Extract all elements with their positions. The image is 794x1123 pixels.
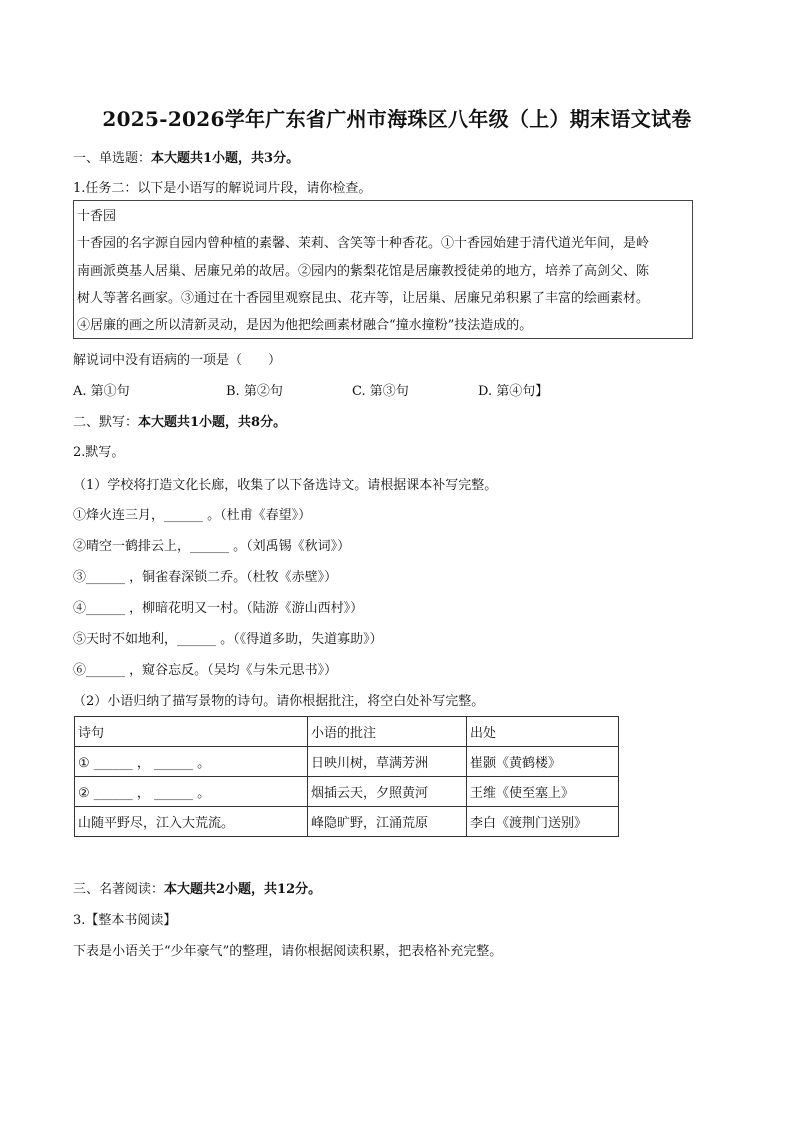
table-row (75, 807, 619, 837)
table-row (75, 777, 619, 807)
table-header: 出处 (467, 717, 619, 747)
section-3-prefix: 三、名著阅读： (73, 882, 165, 897)
fill-line-1: ①烽火连三月，______ 。（杜甫《春望》） (73, 508, 312, 523)
section-2-prefix: 二、默写： (73, 415, 139, 430)
q2-stem: 2.默写。 (73, 445, 125, 460)
table-cell: 烟插云天，夕照黄河 (308, 777, 467, 807)
section-1-heading (73, 147, 299, 166)
fill-line-4: ④______ ，柳暗花明又一村。（陆游《游山西村》） (73, 601, 364, 616)
table-cell: 崔颢《黄鹤楼》 (467, 747, 619, 777)
option-a[interactable]: A. 第①句 (73, 384, 130, 399)
section-3-info: 本大题共2小题，共12分。 (164, 882, 322, 897)
fill-line-3: ③______ ，铜雀春深锁二乔。（杜牧《赤壁》） (73, 570, 338, 585)
table-cell: ② ______ ， ______ 。 (75, 777, 308, 807)
table-cell: 李白《渡荆门送别》 (467, 807, 619, 837)
q1-stem: 1.任务二：以下是小语写的解说词片段，请你检查。 (73, 181, 372, 196)
fill-line-6: ⑥______ ，窥谷忘反。（吴均《与朱元思书》） (73, 663, 338, 678)
passage-box (73, 200, 693, 339)
q2-part1: （1）学校将打造文化长廊，收集了以下备选诗文。请根据课本补写完整。 (73, 478, 498, 493)
q2-part2: （2）小语归纳了描写景物的诗句。请你根据批注，将空白处补写完整。 (73, 694, 485, 709)
passage-title: 十香园 (77, 209, 117, 224)
fill-line-5: ⑤天时不如地利，______ 。（《得道多助，失道寡助》） (73, 632, 383, 647)
section-1-prefix: 一、单选题： (73, 151, 152, 166)
table-header-row (75, 717, 619, 747)
option-b[interactable]: B. 第②句 (226, 384, 283, 399)
q1-question: 解说词中没有语病的一项是（ ） (73, 353, 282, 368)
page-title: 2025-2026学年广东省广州市海珠区八年级（上）期末语文试卷 (102, 107, 692, 131)
passage-line: ④居廉的画之所以清新灵动，是因为他把绘画素材融合“撞水撞粉”技法造成的。 (77, 318, 533, 333)
section-1-info: 本大题共1小题，共3分。 (151, 151, 300, 166)
passage-line: 树人等著名画家。③通过在十香园里观察昆虫、花卉等，让居巢、居廉兄弟积累了丰富的绘画素材。 (77, 291, 650, 306)
passage-line: 十香园的名字源自园内曾种植的素馨、茉莉、含笑等十种香花。①十香园始建于清代道光年间，是岭 (77, 236, 650, 251)
table-header: 诗句 (75, 717, 308, 747)
passage-line: 南画派奠基人居巢、居廉兄弟的故居。②园内的紫梨花馆是居廉教授徒弟的地方，培养了高剑父、陈 (77, 264, 650, 279)
q3-stem: 3.【整本书阅读】 (73, 913, 177, 928)
table-cell: 日映川树，草满芳洲 (308, 747, 467, 777)
q3-desc: 下表是小语关于“少年豪气”的整理，请你根据阅读积累，把表格补充完整。 (73, 944, 503, 959)
section-2-heading (73, 411, 286, 430)
table-cell: 山随平野尽，江入大荒流。 (75, 807, 308, 837)
table-cell: ① ______ ， ______ 。 (75, 747, 308, 777)
table-cell: 王维《使至塞上》 (467, 777, 619, 807)
option-d[interactable]: D. 第④句】 (478, 384, 549, 399)
poem-table (74, 716, 619, 837)
table-cell: 峰隐旷野，江涌荒原 (308, 807, 467, 837)
section-3-heading (73, 878, 321, 897)
table-header: 小语的批注 (308, 717, 467, 747)
fill-line-2: ②晴空一鹤排云上，______ 。（刘禹锡《秋词》） (73, 539, 351, 554)
section-2-info: 本大题共1小题，共8分。 (138, 415, 287, 430)
table-row (75, 747, 619, 777)
option-c[interactable]: C. 第③句 (352, 384, 409, 399)
